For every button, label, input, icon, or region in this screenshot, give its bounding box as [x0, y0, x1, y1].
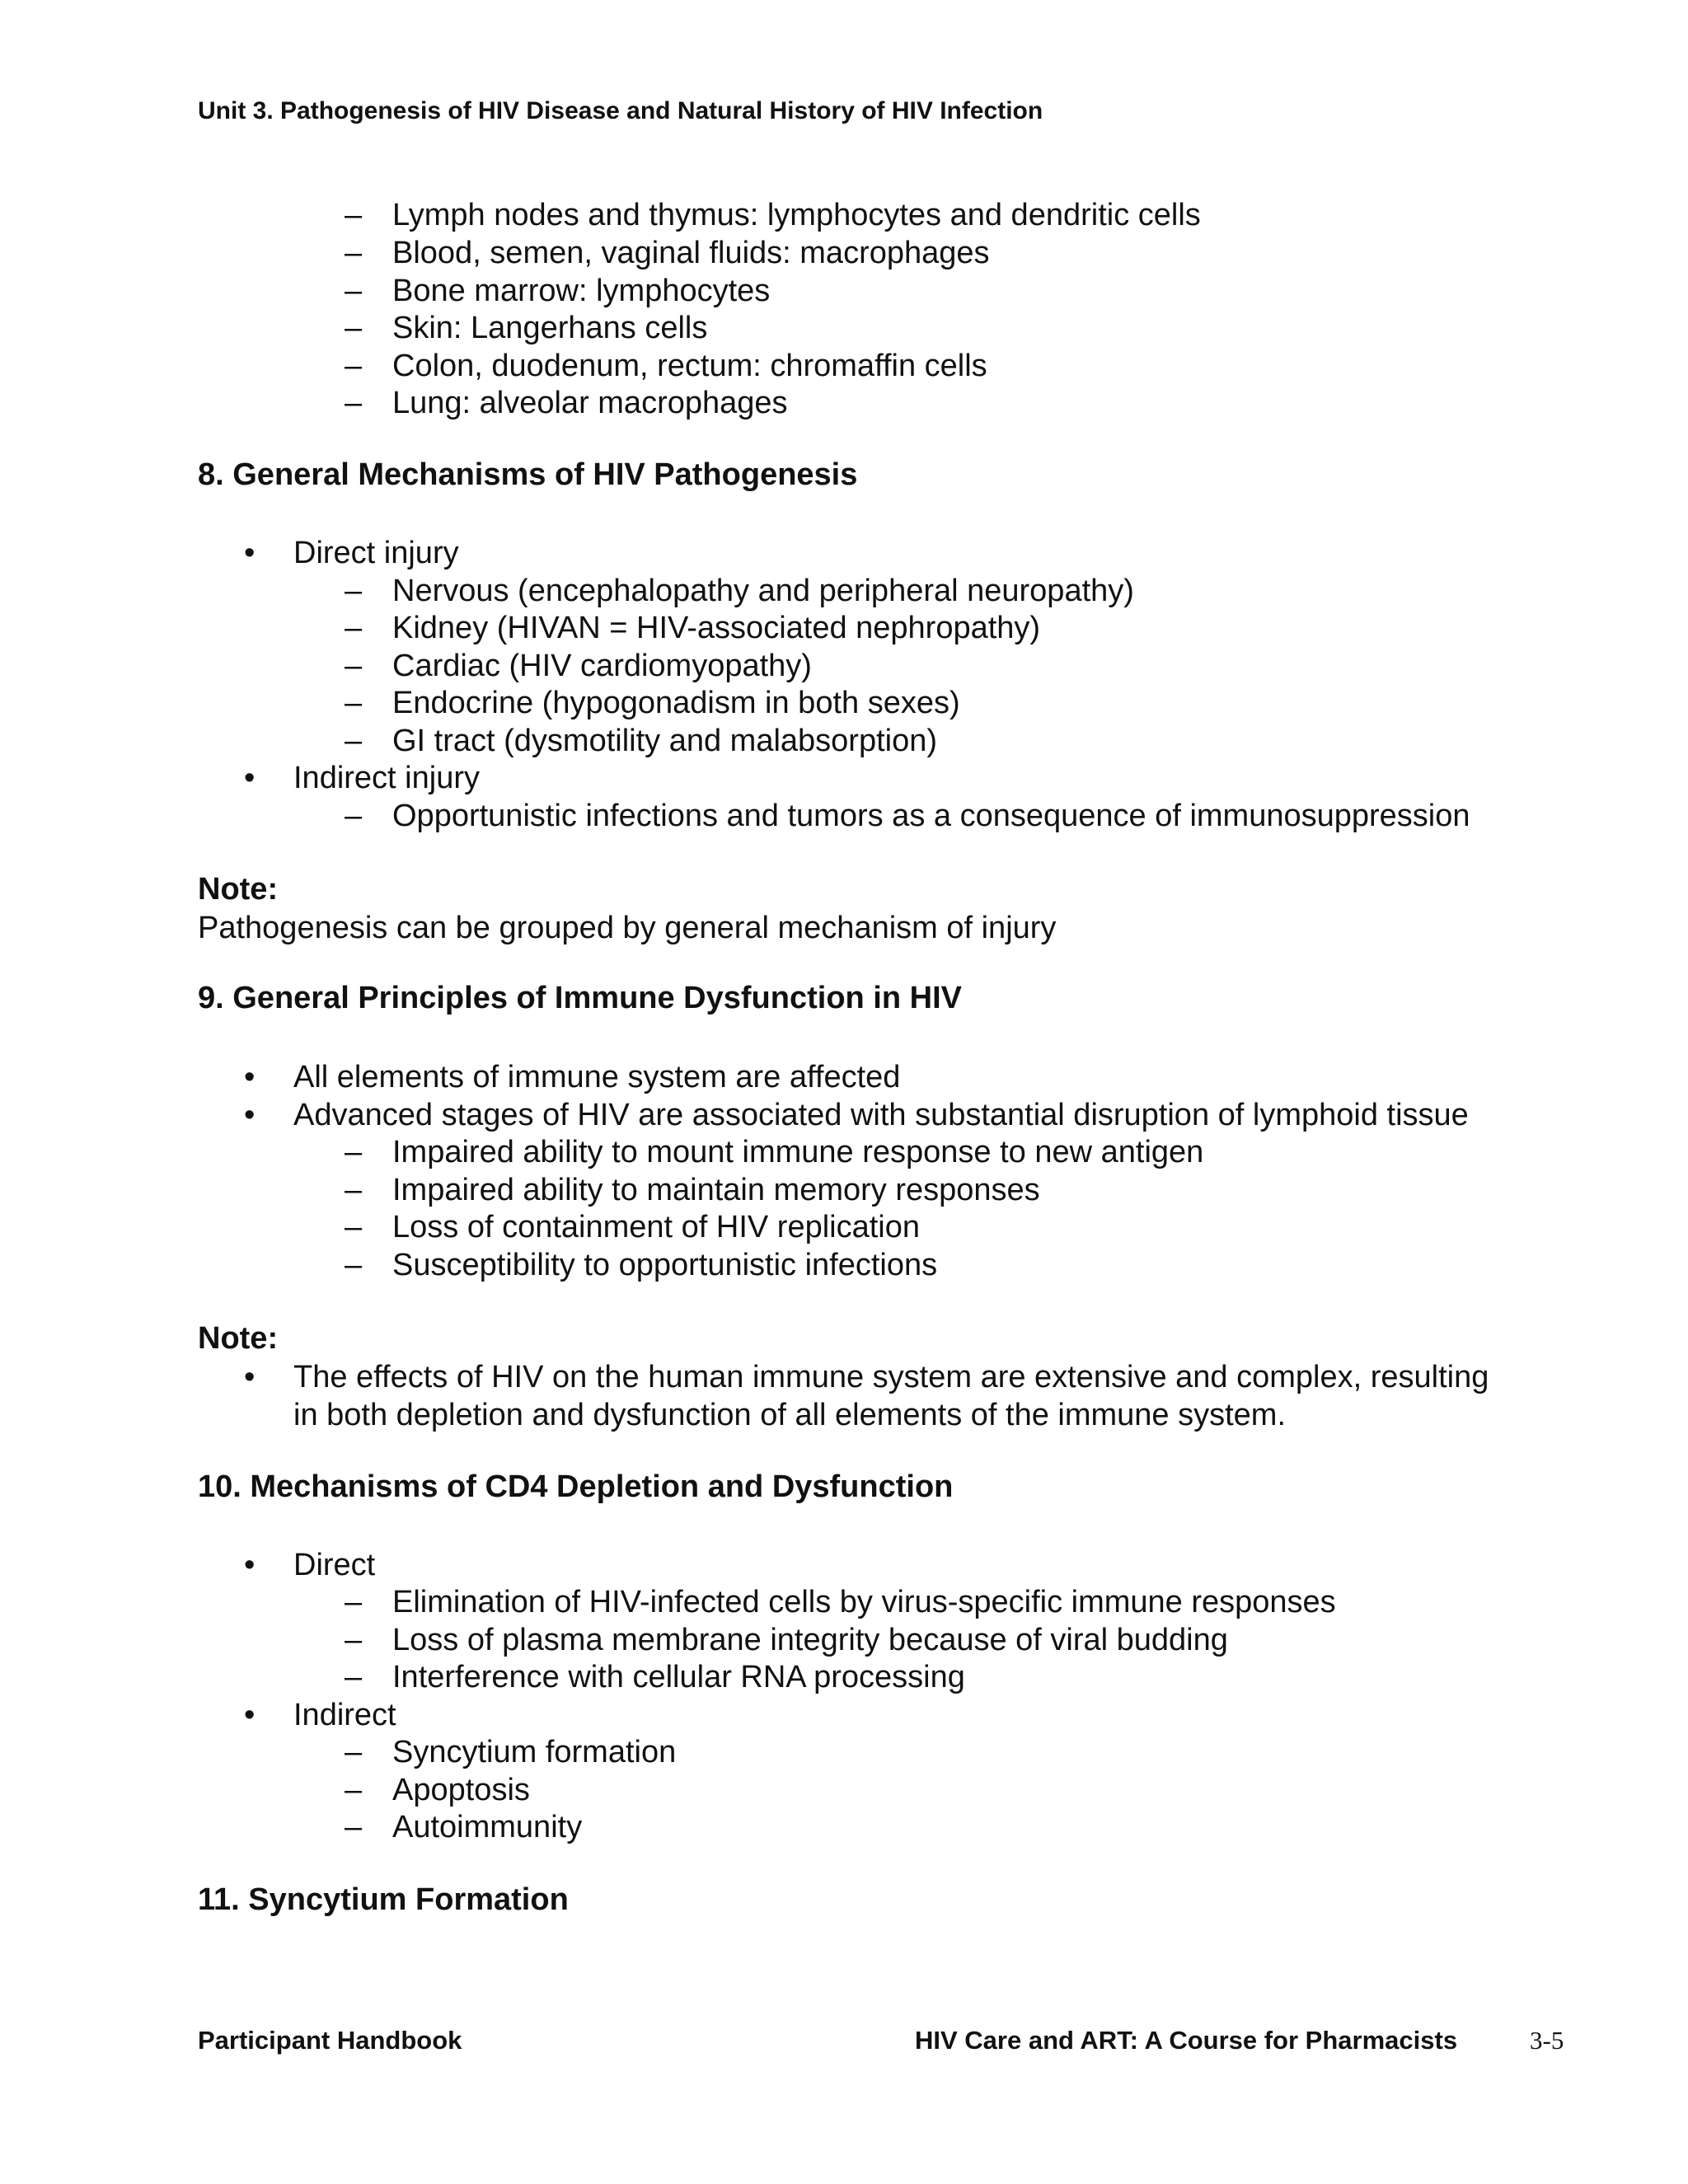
list-item: Impaired ability to mount immune response to new antigen: [392, 1135, 1204, 1169]
dash-marker: –: [345, 236, 363, 270]
list-item: Endocrine (hypogonadism in both sexes): [392, 686, 960, 720]
dash-marker: –: [345, 386, 363, 420]
list-item: Elimination of HIV-infected cells by virus-specific immune responses: [392, 1585, 1336, 1619]
dash-marker: –: [345, 1585, 363, 1619]
running-header: Unit 3. Pathogenesis of HIV Disease and Natural History of HIV Infection: [198, 97, 1043, 124]
note-text-line: The effects of HIV on the human immune system are extensive and complex, resulting: [293, 1360, 1489, 1394]
dash-marker: –: [345, 611, 363, 645]
note-text: Pathogenesis can be grouped by general mechanism of injury: [198, 911, 1057, 945]
list-item: Kidney (HIVAN = HIV-associated nephropathy): [392, 611, 1041, 645]
bullet-marker: •: [244, 1698, 256, 1732]
list-item: GI tract (dysmotility and malabsorption): [392, 724, 938, 758]
list-item: Cardiac (HIV cardiomyopathy): [392, 649, 812, 683]
list-item: Autoimmunity: [392, 1810, 583, 1844]
dash-marker: –: [345, 1773, 363, 1807]
bullet-item: All elements of immune system are affected: [293, 1060, 901, 1094]
dash-marker: –: [345, 1210, 363, 1244]
page-number: 3-5: [1530, 2026, 1564, 2055]
dash-marker: –: [345, 1810, 363, 1844]
list-item: Opportunistic infections and tumors as a consequence of immunosuppression: [392, 799, 1470, 833]
dash-marker: –: [345, 686, 363, 720]
bullet-marker: •: [244, 536, 256, 570]
dash-marker: –: [345, 198, 363, 232]
note-label: Note:: [198, 872, 279, 907]
list-item: Loss of plasma membrane integrity because of viral budding: [392, 1623, 1228, 1657]
bullet-item: Indirect: [293, 1698, 396, 1732]
dash-marker: –: [345, 1248, 363, 1282]
bullet-marker: •: [244, 1060, 256, 1094]
bullet-item: Advanced stages of HIV are associated with substantial disruption of lymphoid tissue: [293, 1098, 1469, 1132]
dash-marker: –: [345, 574, 363, 608]
list-item: Bone marrow: lymphocytes: [392, 274, 771, 308]
dash-marker: –: [345, 1623, 363, 1657]
dash-marker: –: [345, 1173, 363, 1207]
list-item: Nervous (encephalopathy and peripheral neuropathy): [392, 574, 1134, 608]
list-item: Apoptosis: [392, 1773, 530, 1807]
list-item: Susceptibility to opportunistic infections: [392, 1248, 938, 1282]
dash-marker: –: [345, 799, 363, 833]
section-heading: 9. General Principles of Immune Dysfunction in HIV: [198, 981, 962, 1015]
dash-marker: –: [345, 724, 363, 758]
dash-marker: –: [345, 1135, 363, 1169]
list-item: Interference with cellular RNA processing: [392, 1660, 965, 1694]
dash-marker: –: [345, 349, 363, 383]
dash-marker: –: [345, 311, 363, 345]
section-heading: 11. Syncytium Formation: [198, 1882, 569, 1917]
bullet-item: Direct injury: [293, 536, 459, 570]
bullet-marker: •: [244, 1098, 256, 1132]
list-item: Lymph nodes and thymus: lymphocytes and dendritic cells: [392, 198, 1201, 232]
note-text-line: in both depletion and dysfunction of all elements of the immune system.: [293, 1398, 1287, 1432]
list-item: Blood, semen, vaginal fluids: macrophages: [392, 236, 990, 270]
footer-right: HIV Care and ART: A Course for Pharmacists: [915, 2026, 1458, 2055]
bullet-marker: •: [244, 1360, 256, 1394]
list-item: Colon, duodenum, rectum: chromaffin cells: [392, 349, 987, 383]
bullet-marker: •: [244, 1548, 256, 1582]
note-label: Note:: [198, 1321, 279, 1356]
section-heading: 8. General Mechanisms of HIV Pathogenesis: [198, 457, 858, 492]
dash-marker: –: [345, 274, 363, 308]
bullet-item: Direct: [293, 1548, 376, 1582]
list-item: Impaired ability to maintain memory responses: [392, 1173, 1040, 1207]
dash-marker: –: [345, 1735, 363, 1769]
dash-marker: –: [345, 1660, 363, 1694]
list-item: Syncytium formation: [392, 1735, 677, 1769]
bullet-marker: •: [244, 761, 256, 795]
section-heading: 10. Mechanisms of CD4 Depletion and Dysfunction: [198, 1469, 954, 1504]
list-item: Skin: Langerhans cells: [392, 311, 708, 345]
list-item: Loss of containment of HIV replication: [392, 1210, 921, 1244]
list-item: Lung: alveolar macrophages: [392, 386, 788, 420]
dash-marker: –: [345, 649, 363, 683]
bullet-item: Indirect injury: [293, 761, 480, 795]
footer-left: Participant Handbook: [198, 2026, 462, 2055]
